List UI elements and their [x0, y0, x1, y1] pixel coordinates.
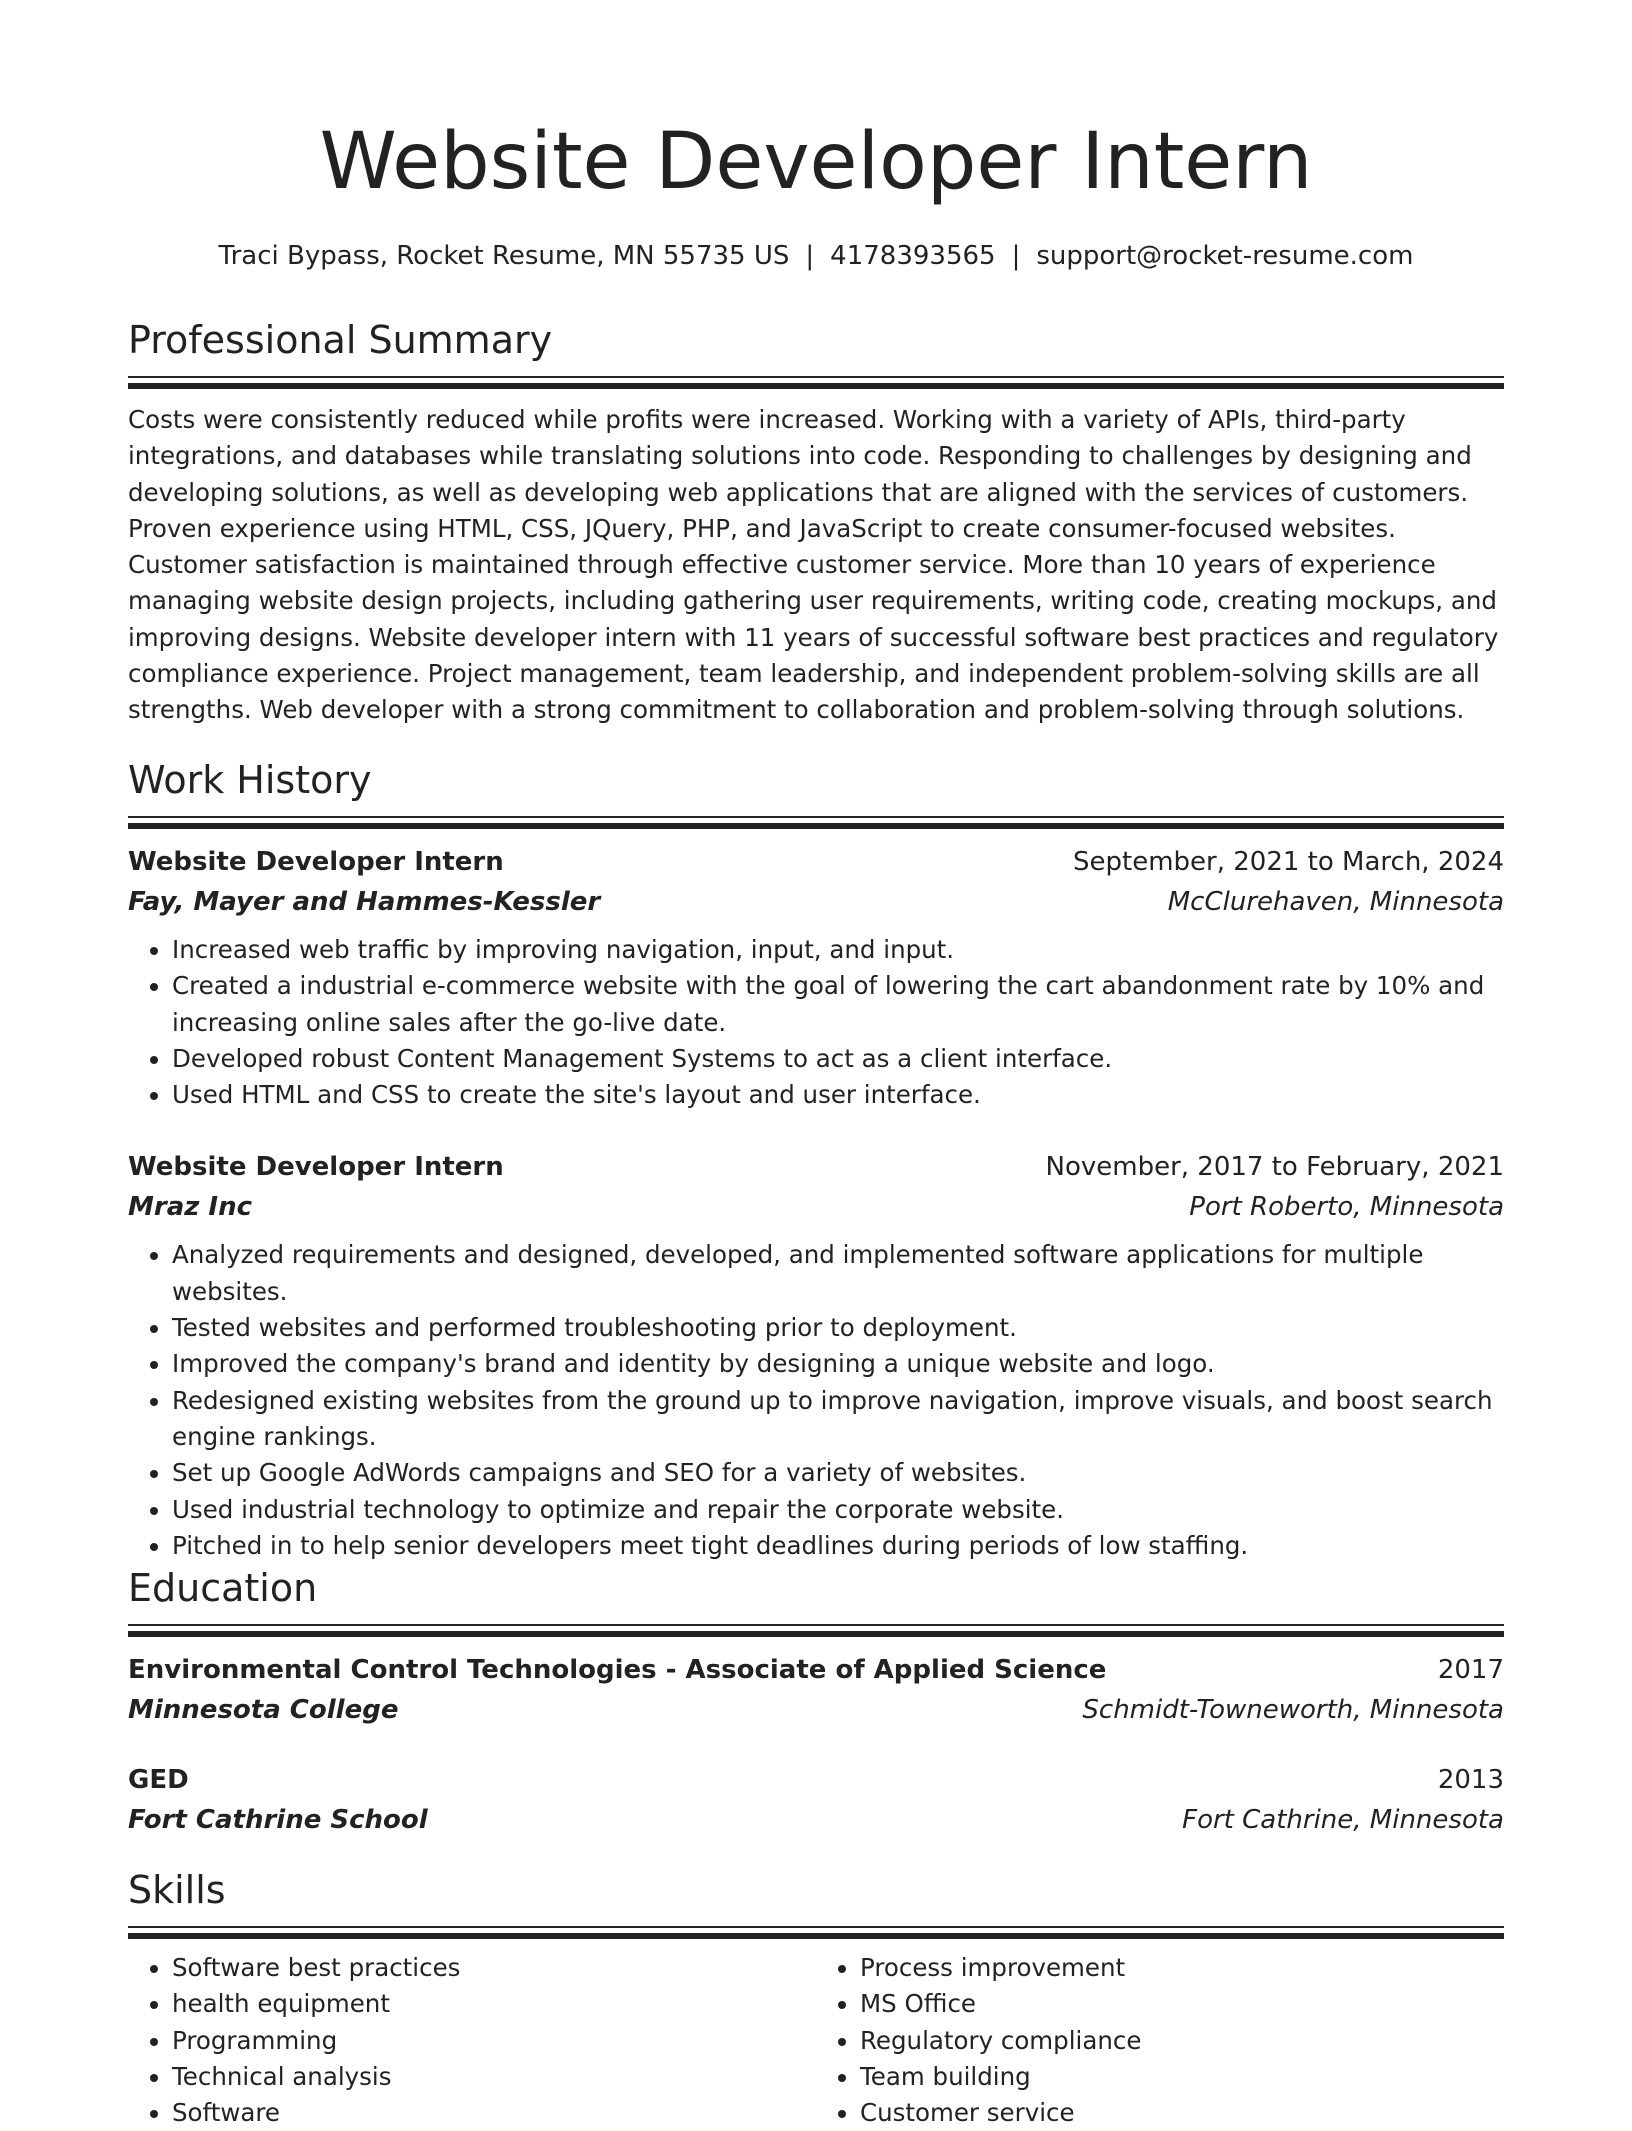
- education-header-row: [128, 1650, 1504, 1690]
- skills-section: [128, 1864, 1504, 2131]
- education-year: 2017: [1437, 1655, 1504, 1685]
- contact-email: support@rocket-resume.com: [1036, 241, 1414, 271]
- contact-phone: 4178393565: [830, 241, 996, 271]
- work-section: [128, 754, 1504, 1564]
- job-company-row: [128, 1187, 1504, 1227]
- job-company-row: [128, 882, 1504, 922]
- job-header-row: [128, 842, 1504, 882]
- skills-list-right: [816, 1950, 1504, 2131]
- education-school-row: [128, 1690, 1504, 1730]
- list-item: • Used HTML and CSS to create the site's layout and user interface.: [172, 1077, 1504, 1113]
- skill-item: • Process improvement: [860, 1950, 1504, 1986]
- skill-item: • MS Office: [860, 1986, 1504, 2022]
- list-item: • Increased web traffic by improving navigation, input, and input.: [172, 932, 1504, 968]
- job-company: Mraz Inc: [128, 1192, 253, 1223]
- skill-item: • Programming: [172, 2023, 816, 2059]
- list-item: • Developed robust Content Management Systems to act as a client interface.: [172, 1041, 1504, 1077]
- education-location: Schmidt-Towneworth, Minnesota: [1082, 1695, 1504, 1725]
- education-location: Fort Cathrine, Minnesota: [1182, 1805, 1504, 1835]
- job-location: McClurehaven, Minnesota: [1167, 887, 1504, 917]
- list-item: • Created a industrial e-commerce website with the goal of lowering the cart abandonment rate by 10% and increasing online sales after the go-live date.: [172, 968, 1504, 1041]
- skill-item: • Software best practices: [172, 1950, 816, 1986]
- section-heading-education: Education: [128, 1566, 318, 1610]
- list-item: • Analyzed requirements and designed, developed, and implemented software applications for multiple websites.: [172, 1237, 1504, 1310]
- skill-item: • Software: [172, 2095, 816, 2131]
- job-bullets: [128, 932, 1504, 1113]
- section-heading-skills: Skills: [128, 1868, 226, 1912]
- job-title: Website Developer Intern: [128, 1152, 504, 1183]
- resume-title: Website Developer Intern: [319, 117, 1313, 207]
- job-entry: [128, 842, 1504, 1113]
- job-title: Website Developer Intern: [128, 847, 504, 877]
- section-divider: [128, 376, 1504, 390]
- list-item: • Redesigned existing websites from the ground up to improve navigation, improve visuals, and boost search engine rankings.: [172, 1383, 1504, 1456]
- job-bullets: [128, 1237, 1504, 1564]
- contact-separator: |: [805, 241, 815, 271]
- education-degree: Environmental Control Technologies - Associate of Applied Science: [128, 1655, 1107, 1685]
- job-header-row: [128, 1147, 1504, 1187]
- skill-item: • Customer service: [860, 2095, 1504, 2131]
- section-divider: [128, 816, 1504, 830]
- skills-list-left: [128, 1950, 816, 2131]
- education-section: [128, 1562, 1504, 1840]
- section-heading-summary: Professional Summary: [128, 318, 553, 362]
- list-item: • Set up Google AdWords campaigns and SEO for a variety of websites.: [172, 1455, 1504, 1491]
- education-entry: [128, 1650, 1504, 1730]
- summary-text: Costs were consistently reduced while profits were increased. Working with a variety of APIs, third-party integrations, and databases while translating solutions into code. Responding to challenges by designing and developing solutions, as well as developing web applications that are aligned with the services of customers. Proven experience using HTML, CSS, JQuery, PHP, and JavaScript to create consumer-focused websites. Customer satisfaction is maintained through effective customer service. More than 10 years of experience managing website design projects, including gathering user requirements, writing code, creating mockups, and improving designs. Website developer intern with 11 years of successful software best practices and regulatory compliance experience. Project management, team leadership, and independent problem-solving skills are all strengths. Web developer with a strong commitment to collaboration and problem-solving through solutions.: [128, 405, 1499, 725]
- skills-columns: [128, 1940, 1504, 2131]
- section-heading-work: Work History: [128, 758, 372, 802]
- list-item: • Improved the company's brand and identity by designing a unique website and logo.: [172, 1346, 1504, 1382]
- contact-address: Traci Bypass, Rocket Resume, MN 55735 US: [218, 241, 790, 271]
- list-item: • Used industrial technology to optimize and repair the corporate website.: [172, 1492, 1504, 1528]
- contact-separator: |: [1011, 241, 1021, 271]
- education-degree: GED: [128, 1765, 189, 1795]
- education-school-row: [128, 1800, 1504, 1840]
- section-divider: [128, 1624, 1504, 1638]
- job-location: Port Roberto, Minnesota: [1189, 1192, 1504, 1223]
- education-school: Fort Cathrine School: [128, 1805, 428, 1835]
- job-dates: November, 2017 to February, 2021: [1045, 1152, 1504, 1183]
- education-header-row: [128, 1760, 1504, 1800]
- skill-item: • Regulatory compliance: [860, 2023, 1504, 2059]
- skill-item: • Technical analysis: [172, 2059, 816, 2095]
- job-dates: September, 2021 to March, 2024: [1073, 847, 1504, 877]
- job-company: Fay, Mayer and Hammes-Kessler: [128, 887, 601, 917]
- skill-item: • Team building: [860, 2059, 1504, 2095]
- job-entry: [128, 1147, 1504, 1564]
- section-divider: [128, 1926, 1504, 1940]
- contact-line: [0, 236, 1632, 276]
- list-item: • Pitched in to help senior developers meet tight deadlines during periods of low staffing.: [172, 1528, 1504, 1564]
- education-entry: [128, 1760, 1504, 1840]
- education-year: 2013: [1437, 1765, 1504, 1795]
- summary-section: [128, 314, 1504, 729]
- skill-item: • health equipment: [172, 1986, 816, 2022]
- list-item: • Tested websites and performed troubleshooting prior to deployment.: [172, 1310, 1504, 1346]
- education-school: Minnesota College: [128, 1695, 399, 1725]
